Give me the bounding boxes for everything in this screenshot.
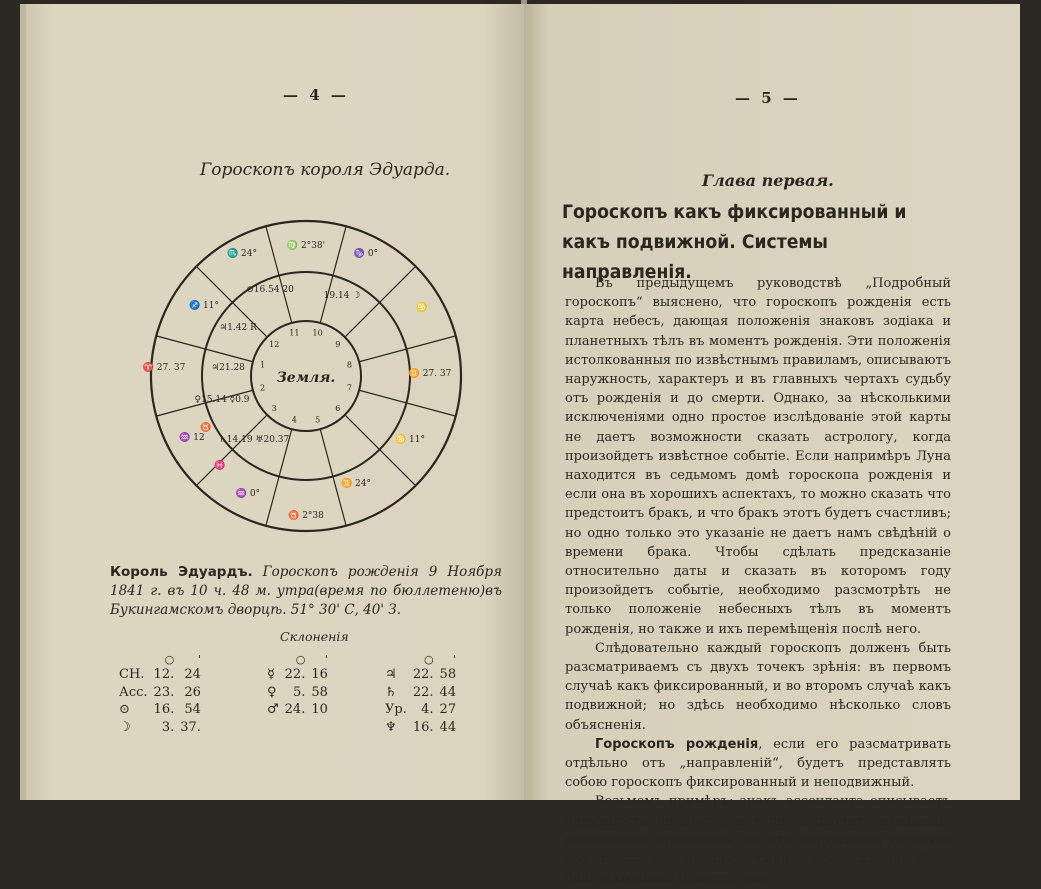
horoscope-wheel (142, 220, 462, 532)
caption-text: Гороскопъ рожденія 9 Ноября 1841 г. въ 10 ч. 48 м. утра(время по бюллетеню)въ Букингамскомъ дворцѣ. 51° 30' С, 40' З. (110, 564, 502, 618)
declinations-col-1 (116, 654, 204, 736)
declination-header-cell: ' (324, 653, 328, 666)
declination-cell: ♂ (267, 702, 279, 717)
declination-cell: СН. (119, 667, 145, 682)
declination-cell: 24 (184, 667, 201, 682)
declination-header-cell (382, 654, 410, 666)
declination-cell: 23. (153, 684, 175, 700)
outer-sign-label: ♒ 12 (179, 433, 205, 443)
outer-sign-label: ♏ 24° (226, 249, 258, 259)
declination-cell: 22. (412, 667, 434, 682)
outer-sign-label: ♑ 0° (353, 249, 379, 259)
page-number-right: — 5 — (735, 89, 801, 107)
declination-header-cell: ' (197, 653, 201, 666)
declination-cell: ♀ (267, 684, 277, 700)
planet-label: ♀15.14 ☿0.9 (194, 395, 250, 405)
declination-header (116, 654, 204, 666)
declination-row (264, 666, 331, 684)
declination-cell: 26 (184, 684, 201, 700)
declination-row (382, 719, 459, 737)
declination-cell: 27 (439, 702, 457, 717)
body-text (565, 274, 951, 889)
declination-cell: 58 (439, 667, 457, 682)
declination-row (382, 701, 459, 719)
house-number: 10 (312, 328, 323, 338)
declination-cell: ♆ (385, 719, 397, 735)
outer-sign-label: ♈ 27. 37 (142, 363, 186, 373)
declination-cell: ♄ (385, 684, 397, 700)
declination-header-cell (264, 654, 282, 666)
declination-cell: 4. (421, 702, 434, 717)
declination-row (382, 666, 459, 684)
declination-row (264, 684, 331, 702)
planet-label: ♃21.28 (211, 363, 245, 373)
declination-cell: 44 (439, 719, 457, 735)
declination-row (116, 684, 204, 702)
declination-row (116, 701, 204, 719)
outer-sign-label: ♉ (200, 423, 212, 433)
house-number: 4 (291, 415, 297, 425)
declination-cell: 12. (153, 667, 175, 682)
outer-sign-label: ♊ 24° (340, 479, 372, 489)
house-number: 6 (335, 403, 341, 413)
declinations-col-2 (264, 654, 331, 719)
outer-sign-label: ♉ 2°38 (288, 511, 324, 521)
declination-cell: 16 (311, 667, 328, 682)
paragraph-3-bold: Гороскопъ рожденія (595, 736, 759, 752)
cusp-line (345, 266, 416, 337)
house-number: 3 (271, 403, 277, 413)
declination-cell: ♃ (385, 667, 397, 682)
declination-cell: 5. (292, 684, 306, 700)
outer-sign-label: ♓ (214, 461, 226, 471)
outer-sign-label: ♒ 0° (235, 489, 261, 499)
planet-label: 19.14 ☽ (323, 291, 361, 301)
declination-cell: 24. (284, 702, 306, 717)
house-number: 7 (346, 383, 353, 393)
planet-label: ⊙16.54 20 (246, 285, 294, 295)
house-number: 11 (289, 328, 300, 338)
chapter-title: Глава первая. (702, 171, 834, 190)
house-number: 5 (315, 415, 321, 425)
declination-cell: 58 (311, 684, 328, 700)
declination-cell: 16. (412, 719, 434, 735)
declination-header-cell: ' (453, 653, 457, 666)
house-number: 8 (346, 360, 353, 370)
declination-cell: 10 (311, 702, 328, 717)
paragraph-3 (565, 735, 951, 793)
declination-cell: Ур. (385, 702, 407, 717)
declination-header (382, 654, 459, 666)
paragraph-3-rest: , если его разсматривать отдѣльно отъ „направленій“, будетъ представлять собою гороскопъ фиксированный и неподвижный. (565, 736, 951, 791)
outer-sign-label: ♊ 27. 37 (408, 369, 452, 379)
house-number: 1 (259, 360, 266, 370)
declination-header-cell: ○ (295, 653, 306, 666)
outer-sign-label: ♍ 2°38' (286, 241, 326, 251)
house-number: 9 (335, 340, 341, 350)
declination-cell: 3. (161, 719, 175, 735)
declination-row (116, 719, 204, 737)
cusp-line (345, 415, 416, 486)
house-number: 12 (269, 340, 280, 350)
declination-cell: 22. (284, 667, 306, 682)
declinations-title: Склоненія (280, 629, 349, 644)
declination-cell: 37. (180, 719, 201, 735)
declination-row (116, 666, 204, 684)
planet-label: ♄14.19 ♅20.37 (218, 435, 290, 445)
declination-cell: 16. (153, 702, 175, 717)
paragraph-2: Слѣдовательно каждый гороскопъ долженъ быть разсматриваемъ съ двухъ точекъ зрѣнія: въ первомъ случаѣ какъ фиксированный, и во второмъ случаѣ какъ подвижной; но здѣсь необходимо нѣсколько словъ объясненія. (565, 640, 951, 733)
declination-header-cell (116, 654, 151, 666)
declination-row (382, 684, 459, 702)
planet-label: ♃1.42 R (219, 323, 257, 333)
planet-labels (194, 285, 360, 445)
chart-title: Гороскопъ короля Эдуарда. (200, 160, 451, 180)
declination-row (264, 701, 331, 719)
outer-sign-label: ♐ 11° (188, 301, 220, 311)
paragraph-1: Въ предыдущемъ руководствѣ „Подробный гороскопъ“ выяснено, что гороскопъ рожденія есть карта небесъ, дающая положенія знаковъ зодіака и планетныхъ тѣлъ въ моментъ рожденія. Эти положенія истолкованныя по извѣстнымъ правиламъ, описываютъ наружность, характеръ и въ главныхъ чертахъ судьбу отъ рожденія и до смерти. Однако, за нѣсколькими исключеніями одно простое изслѣдованіе этой карты не даетъ возможности сказать астрологу, когда произойдетъ извѣстное событіе. Если напримѣръ Луна находится въ седьмомъ домѣ гороскопа рожденія и если она въ хорошихъ аспектахъ, то можно сказать что предстоитъ бракъ, и что бракъ этотъ будетъ счастливъ; но одно только это указаніе не даетъ намъ свѣдѣній о времени брака. Чтобы сдѣлать предсказаніе относительно даты и сказать въ которомъ году произойдетъ событіе, необходимо разсмотрѣть не только положеніе небесныхъ тѣлъ въ моментъ рожденія, но также и ихъ перемѣщенія послѣ него. (565, 276, 951, 637)
declination-cell: ⊙ (119, 702, 130, 717)
caption-bold: Король Эдуардъ. (110, 564, 253, 580)
declination-header-cell: ○ (423, 653, 434, 666)
paragraph-4: Возьмемъ примѣръ: знакъ ассенданта описываетъ наружность личности, и если исключить измѣненія налагаемыя временемъ, то эта наружность остается все такою же въ продолженіе всей жизни. Если благодѣтельная планета, ука- (565, 794, 951, 887)
declination-cell: 44 (439, 684, 457, 700)
outer-sign-label: ♋ 11° (394, 435, 426, 445)
declination-header-cell: ○ (164, 653, 175, 666)
declinations-col-3 (382, 654, 459, 736)
declination-cell: 54 (184, 702, 201, 717)
section-heading: Гороскопъ какъ фиксированный и какъ подвижной. Системы направленія. (562, 202, 907, 283)
declination-cell: Асс. (119, 684, 148, 700)
house-number: 2 (259, 383, 266, 393)
declination-cell: 22. (412, 684, 434, 700)
declination-header (264, 654, 331, 666)
declination-cell: ☽ (119, 719, 131, 735)
outer-sign-label: ♋ (416, 303, 428, 313)
center-label: Земля. (276, 370, 336, 386)
page-number-left: — 4 — (283, 86, 349, 104)
declination-cell: ☿ (267, 667, 275, 682)
chart-caption (110, 563, 502, 620)
